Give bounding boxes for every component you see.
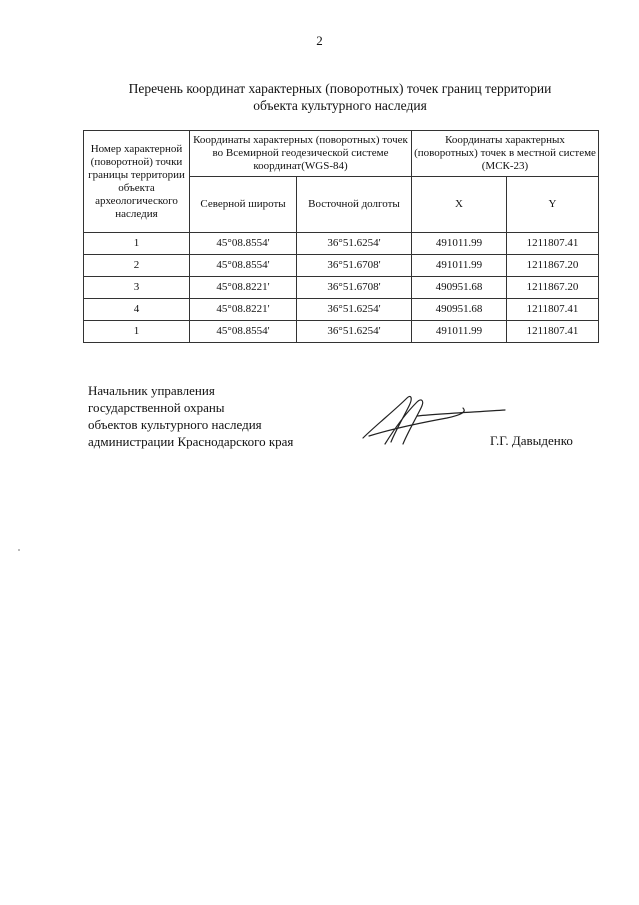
position-line: объектов культурного наследия	[88, 417, 262, 432]
cell-x: 491011.99	[412, 233, 507, 255]
header-y: Y	[507, 177, 599, 233]
cell-y: 1211807.41	[507, 299, 599, 321]
cell-point-number: 3	[84, 277, 190, 299]
title-line-2: объекта культурного наследия	[253, 98, 427, 113]
cell-x: 491011.99	[412, 321, 507, 343]
cell-latitude: 45°08.8221'	[190, 299, 297, 321]
cell-latitude: 45°08.8221'	[190, 277, 297, 299]
cell-y: 1211867.20	[507, 277, 599, 299]
cell-longitude: 36°51.6708'	[297, 255, 412, 277]
table-row	[84, 277, 599, 299]
table-row	[84, 233, 599, 255]
cell-longitude: 36°51.6708'	[297, 277, 412, 299]
header-longitude: Восточной долготы	[297, 177, 412, 233]
cell-x: 491011.99	[412, 255, 507, 277]
coordinates-table	[83, 130, 599, 343]
table-row	[84, 321, 599, 343]
cell-latitude: 45°08.8554'	[190, 233, 297, 255]
header-msk23-group: Координаты характерных (поворотных) точек в местной системе (МСК-23)	[412, 131, 599, 177]
position-line: администрации Краснодарского края	[88, 434, 294, 449]
cell-y: 1211807.41	[507, 233, 599, 255]
cell-latitude: 45°08.8554'	[190, 321, 297, 343]
scan-dot	[18, 549, 20, 551]
cell-longitude: 36°51.6254'	[297, 233, 412, 255]
header-point-number: Номер характерной (поворотной) точки границы территории объекта археологического наследия	[84, 131, 190, 233]
table-row	[84, 299, 599, 321]
table-row	[84, 255, 599, 277]
position-line: Начальник управления	[88, 383, 215, 398]
cell-longitude: 36°51.6254'	[297, 321, 412, 343]
cell-y: 1211807.41	[507, 321, 599, 343]
cell-x: 490951.68	[412, 277, 507, 299]
position-line: государственной охраны	[88, 400, 225, 415]
signatory-name: Г.Г. Давыденко	[490, 433, 573, 448]
header-latitude: Северной широты	[190, 177, 297, 233]
cell-longitude: 36°51.6254'	[297, 299, 412, 321]
signatory-position	[88, 382, 293, 450]
cell-latitude: 45°08.8554'	[190, 255, 297, 277]
header-x: X	[412, 177, 507, 233]
cell-point-number: 2	[84, 255, 190, 277]
document-title	[60, 80, 620, 114]
cell-point-number: 1	[84, 233, 190, 255]
cell-point-number: 4	[84, 299, 190, 321]
header-wgs84-group: Координаты характерных (поворотных) точек во Всемирной геодезической системе координат(WGS-84)	[190, 131, 412, 177]
cell-x: 490951.68	[412, 299, 507, 321]
title-line-1: Перечень координат характерных (поворотных) точек границ территории	[128, 81, 552, 96]
page-number: 2	[316, 33, 323, 48]
cell-y: 1211867.20	[507, 255, 599, 277]
cell-point-number: 1	[84, 321, 190, 343]
